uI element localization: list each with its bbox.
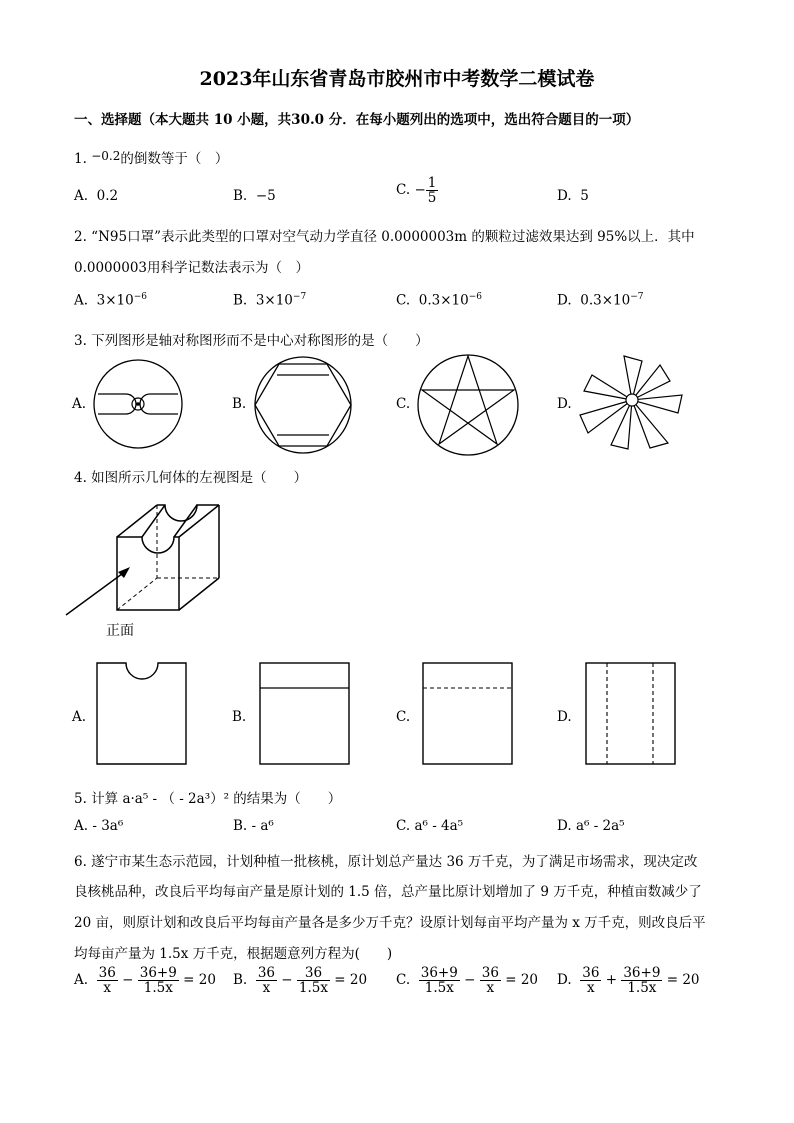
q2-option-a[interactable]: A. $3\times 10^{-6}$ — [74, 292, 148, 309]
q5-option-a[interactable]: A. - 3a⁶ — [74, 818, 124, 834]
view-d-vertical-dashed-figure[interactable] — [585, 662, 677, 766]
q4-option-d[interactable]: D. — [557, 709, 572, 725]
solid-figure — [62, 495, 232, 625]
section-heading: 一、选择题（本大题共 10 小题，共30.0 分．在每小题列出的选项中，选出符合题目的一项） — [74, 112, 640, 128]
star-in-circle-figure[interactable] — [416, 352, 522, 458]
fraction: $\frac{36+9}{1.5x}$ — [420, 965, 458, 997]
q1-option-a[interactable]: A. 0.2 — [74, 188, 119, 204]
q3-option-c[interactable]: C. — [396, 396, 411, 412]
q3-option-d[interactable]: D. — [557, 396, 572, 412]
fraction: $\frac{36}{1.5x}$ — [298, 965, 328, 997]
q6-option-a[interactable]: A. $\frac{36}{x}$ − $\frac{36+9}{1.5x}$ = 20 — [74, 965, 216, 997]
question-6-line3: 20 亩，则原计划和改良后平均每亩产量各是多少万千克？设原计划每亩平均产量为 x 万千克，则改良后平 — [74, 915, 706, 931]
fraction: $\frac{1}{5}$ — [427, 175, 437, 207]
view-a-arc-figure[interactable] — [96, 662, 188, 766]
q2-option-c[interactable]: C. $0.3\times 10^{-6}$ — [396, 292, 482, 309]
q1-number: 1. — [74, 151, 87, 167]
view-b-solid-line-figure[interactable] — [259, 662, 351, 766]
q1-option-d[interactable]: D. 5 — [557, 188, 589, 204]
fraction: $\frac{36}{x}$ — [98, 965, 116, 997]
q5-option-d[interactable]: D. a⁶ - 2a⁵ — [557, 818, 625, 834]
q1-option-b[interactable]: B. −5 — [233, 188, 276, 204]
circle-with-slot-figure[interactable] — [90, 358, 190, 458]
q6-option-b[interactable]: B. $\frac{36}{x}$ − $\frac{36}{1.5x}$ = 20 — [233, 965, 368, 997]
q1-text: 的倒数等于（ ） — [120, 151, 229, 167]
fraction: $\frac{36+9}{1.5x}$ — [139, 965, 177, 997]
fraction: $\frac{36}{x}$ — [481, 965, 499, 997]
q3-option-a[interactable]: A. — [72, 396, 87, 412]
question-2-line1: 2. “N95口罩”表示此类型的口罩对空气动力学直径 0.0000003m 的颗粒过滤效果达到 95%以上．其中 — [74, 229, 695, 245]
hexagon-in-circle-figure[interactable] — [252, 355, 356, 459]
q1-value: −0.2 — [91, 149, 121, 163]
q2-option-d[interactable]: D. $0.3\times 10^{-7}$ — [557, 292, 644, 309]
fraction: $\frac{36+9}{1.5x}$ — [623, 965, 661, 997]
front-view-label: 正面 — [106, 623, 134, 639]
q4-option-a[interactable]: A. — [72, 709, 87, 725]
question-6-line4: 均每亩产量为 1.5x 万千克，根据题意列方程为( ) — [74, 946, 393, 962]
q6-option-c[interactable]: C. $\frac{36+9}{1.5x}$ − $\frac{36}{x}$ = 20 — [396, 965, 538, 997]
page-title: 2023年山东省青岛市胶州市中考数学二模试卷 — [199, 68, 595, 90]
question-2-line2: 0.0000003用科学记数法表示为（ ） — [74, 260, 310, 276]
question-5: 5. 计算 a·a⁵ - （ - 2a³）² 的结果为（ ） — [74, 791, 342, 807]
q4-option-b[interactable]: B. — [232, 709, 247, 725]
question-6-line2: 良核桃品种，改良后平均每亩产量是原计划的 1.5 倍，总产量比原计划增加了 9 万千克，种植亩数减少了 — [74, 884, 702, 900]
q3-option-b[interactable]: B. — [232, 396, 247, 412]
question-1 — [74, 147, 228, 167]
question-4: 4. 如图所示几何体的左视图是（ ） — [74, 470, 308, 486]
q6-option-d[interactable]: D. $\frac{36}{x}$ + $\frac{36+9}{1.5x}$ = 20 — [557, 965, 700, 997]
q5-option-b[interactable]: B. - a⁶ — [233, 818, 274, 834]
fraction: $\frac{36}{x}$ — [582, 965, 600, 997]
q1-option-c[interactable]: C. − $\frac{1}{5}$ — [396, 175, 437, 207]
pinwheel-figure[interactable] — [578, 353, 688, 453]
q5-option-c[interactable]: C. a⁶ - 4a⁵ — [396, 818, 464, 834]
q4-option-c[interactable]: C. — [396, 709, 411, 725]
question-6-line1: 6. 遂宁市某生态示范园，计划种植一批核桃，原计划总产量达 36 万千克，为了满足市场需求，现决定改 — [74, 854, 698, 870]
fraction: $\frac{36}{x}$ — [257, 965, 275, 997]
question-3: 3. 下列图形是轴对称图形而不是中心对称图形的是（ ） — [74, 333, 429, 349]
view-c-dashed-line-figure[interactable] — [422, 662, 514, 766]
q2-option-b[interactable]: B. $3\times 10^{-7}$ — [233, 292, 307, 309]
